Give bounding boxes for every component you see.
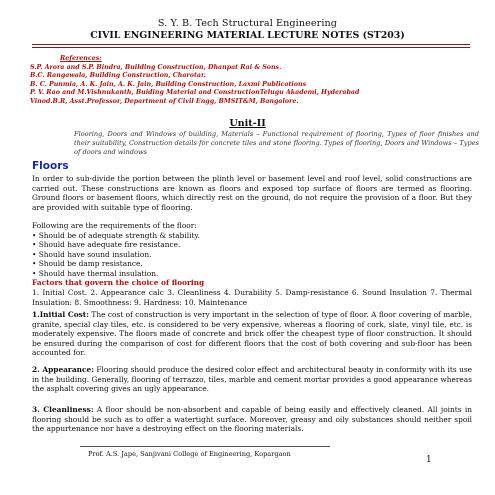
- factors-heading: Factors that govern the choice of flooring: [32, 278, 205, 287]
- reference-item: B.C. Rangawala, Building Construction, Charotar.: [30, 72, 206, 80]
- unit-title: Unit-II: [229, 118, 266, 129]
- footer-author: Prof. A.S. Jape, Sanjivani College of Engineering, Kopargaon: [88, 450, 291, 458]
- unit-intro: Flooring, Doors and Windows of building, Materials – Functional requirement of flooring, Types of floor finishes and their suitability, Construction details for concrete tiles and stone flooring. Types of flooring, Doors and Windows – Types of doors and windows: [74, 130, 479, 156]
- reference-item: S.P. Arora and S.P. Bindra, Building Construction, Dhanpat Rai & Sons.: [30, 63, 282, 71]
- list-item: • Should be of adequate strength & stability.: [32, 231, 472, 241]
- list-item: • Should be damp resistance.: [32, 259, 472, 269]
- requirements-list: [32, 231, 472, 279]
- header-rule-bottom: [32, 47, 470, 48]
- references-block: [30, 55, 470, 107]
- factor-text: The cost of construction is very important in the selection of type of floor. A floor covering of marble, granite, special clay tiles, etc. is considered to be very expensive, whereas a flooring of cork, slate, vinyl tile, etc. is moderately expensive. The floors made of concrete and brick offer the cheapest type of floor construction. It should be ensured during the comparison of cost for different floors that the cost of both covering and sub-floor has been accounted for.: [32, 310, 472, 358]
- notes-title: CIVIL ENGINEERING MATERIAL LECTURE NOTES (ST203): [90, 30, 405, 41]
- header-rule-top: [32, 44, 470, 45]
- requirements-block: [32, 221, 472, 279]
- course-header: S. Y. B. Tech Structural Engineering: [157, 18, 338, 29]
- factor-cleanliness: [32, 405, 472, 434]
- reference-item: P. V. Rao and M.Vishnukanth, Buiding Material and ConstructionTelugu Akademi, Hyderabad: [30, 89, 360, 97]
- list-item: • Should have adequate fire resistance.: [32, 240, 472, 250]
- factor-label: 3. Cleanliness:: [32, 405, 94, 414]
- list-item: • Should have thermal insulation.: [32, 269, 472, 279]
- factor-text: Flooring should produce the desired color effect and architectural beauty in conformity with its use in the building. Generally, flooring of terrazzo, tiles, marble and cement mortar provides a good appearance whereas the asphalt covering gives an ugly appearance.: [32, 365, 472, 394]
- reference-item: B. C. Punmia, A. K. Jain, A. K. Jain, Building Construction, Laxmi Publications: [30, 80, 307, 88]
- factor-label: 2. Appearance:: [32, 365, 94, 374]
- factor-text: A floor should be non-absorbent and capable of being easily and effectively cleaned. All joints in flooring should be such as to offer a watertight surface. Moreover, greasy and oily substances should neither spoil the appurtenance nor have a destroying effect on the flooring materials.: [32, 405, 472, 434]
- factor-initial-cost: [32, 310, 472, 358]
- reference-item: Vinod.B.R, Asst.Professor, Department of Civil Engg, BMSIT&M, Bangalore.: [30, 97, 299, 105]
- floors-paragraph: In order to sub-divide the portion between the plinth level or basement level and roof level, solid constructions are carried out. These constructions are known as floors and exposed top surface of floors are termed as flooring. Ground floors or basement floors, which directly rest on the ground, do not require the provision of a floor. But they are provided with suitable type of flooring.: [32, 174, 472, 212]
- footer-rule: [80, 446, 330, 447]
- section-heading-floors: Floors: [32, 160, 69, 172]
- factors-list: 1. Initial Cost. 2. Appearance calc 3. Cleanliness 4. Durability 5. Damp-resistance 6. Sound Insulation 7. Thermal Insulation: 8. Smoothness: 9. Hardness: 10. Maintenance: [32, 288, 472, 307]
- factor-appearance: [32, 365, 472, 394]
- factor-label: 1.Initial Cost:: [32, 310, 89, 319]
- references-heading: References:: [60, 55, 102, 62]
- list-item: • Should have sound insulation.: [32, 250, 472, 260]
- requirements-intro: Following are the requirements of the floor:: [32, 221, 197, 230]
- page-number: 1: [426, 455, 432, 465]
